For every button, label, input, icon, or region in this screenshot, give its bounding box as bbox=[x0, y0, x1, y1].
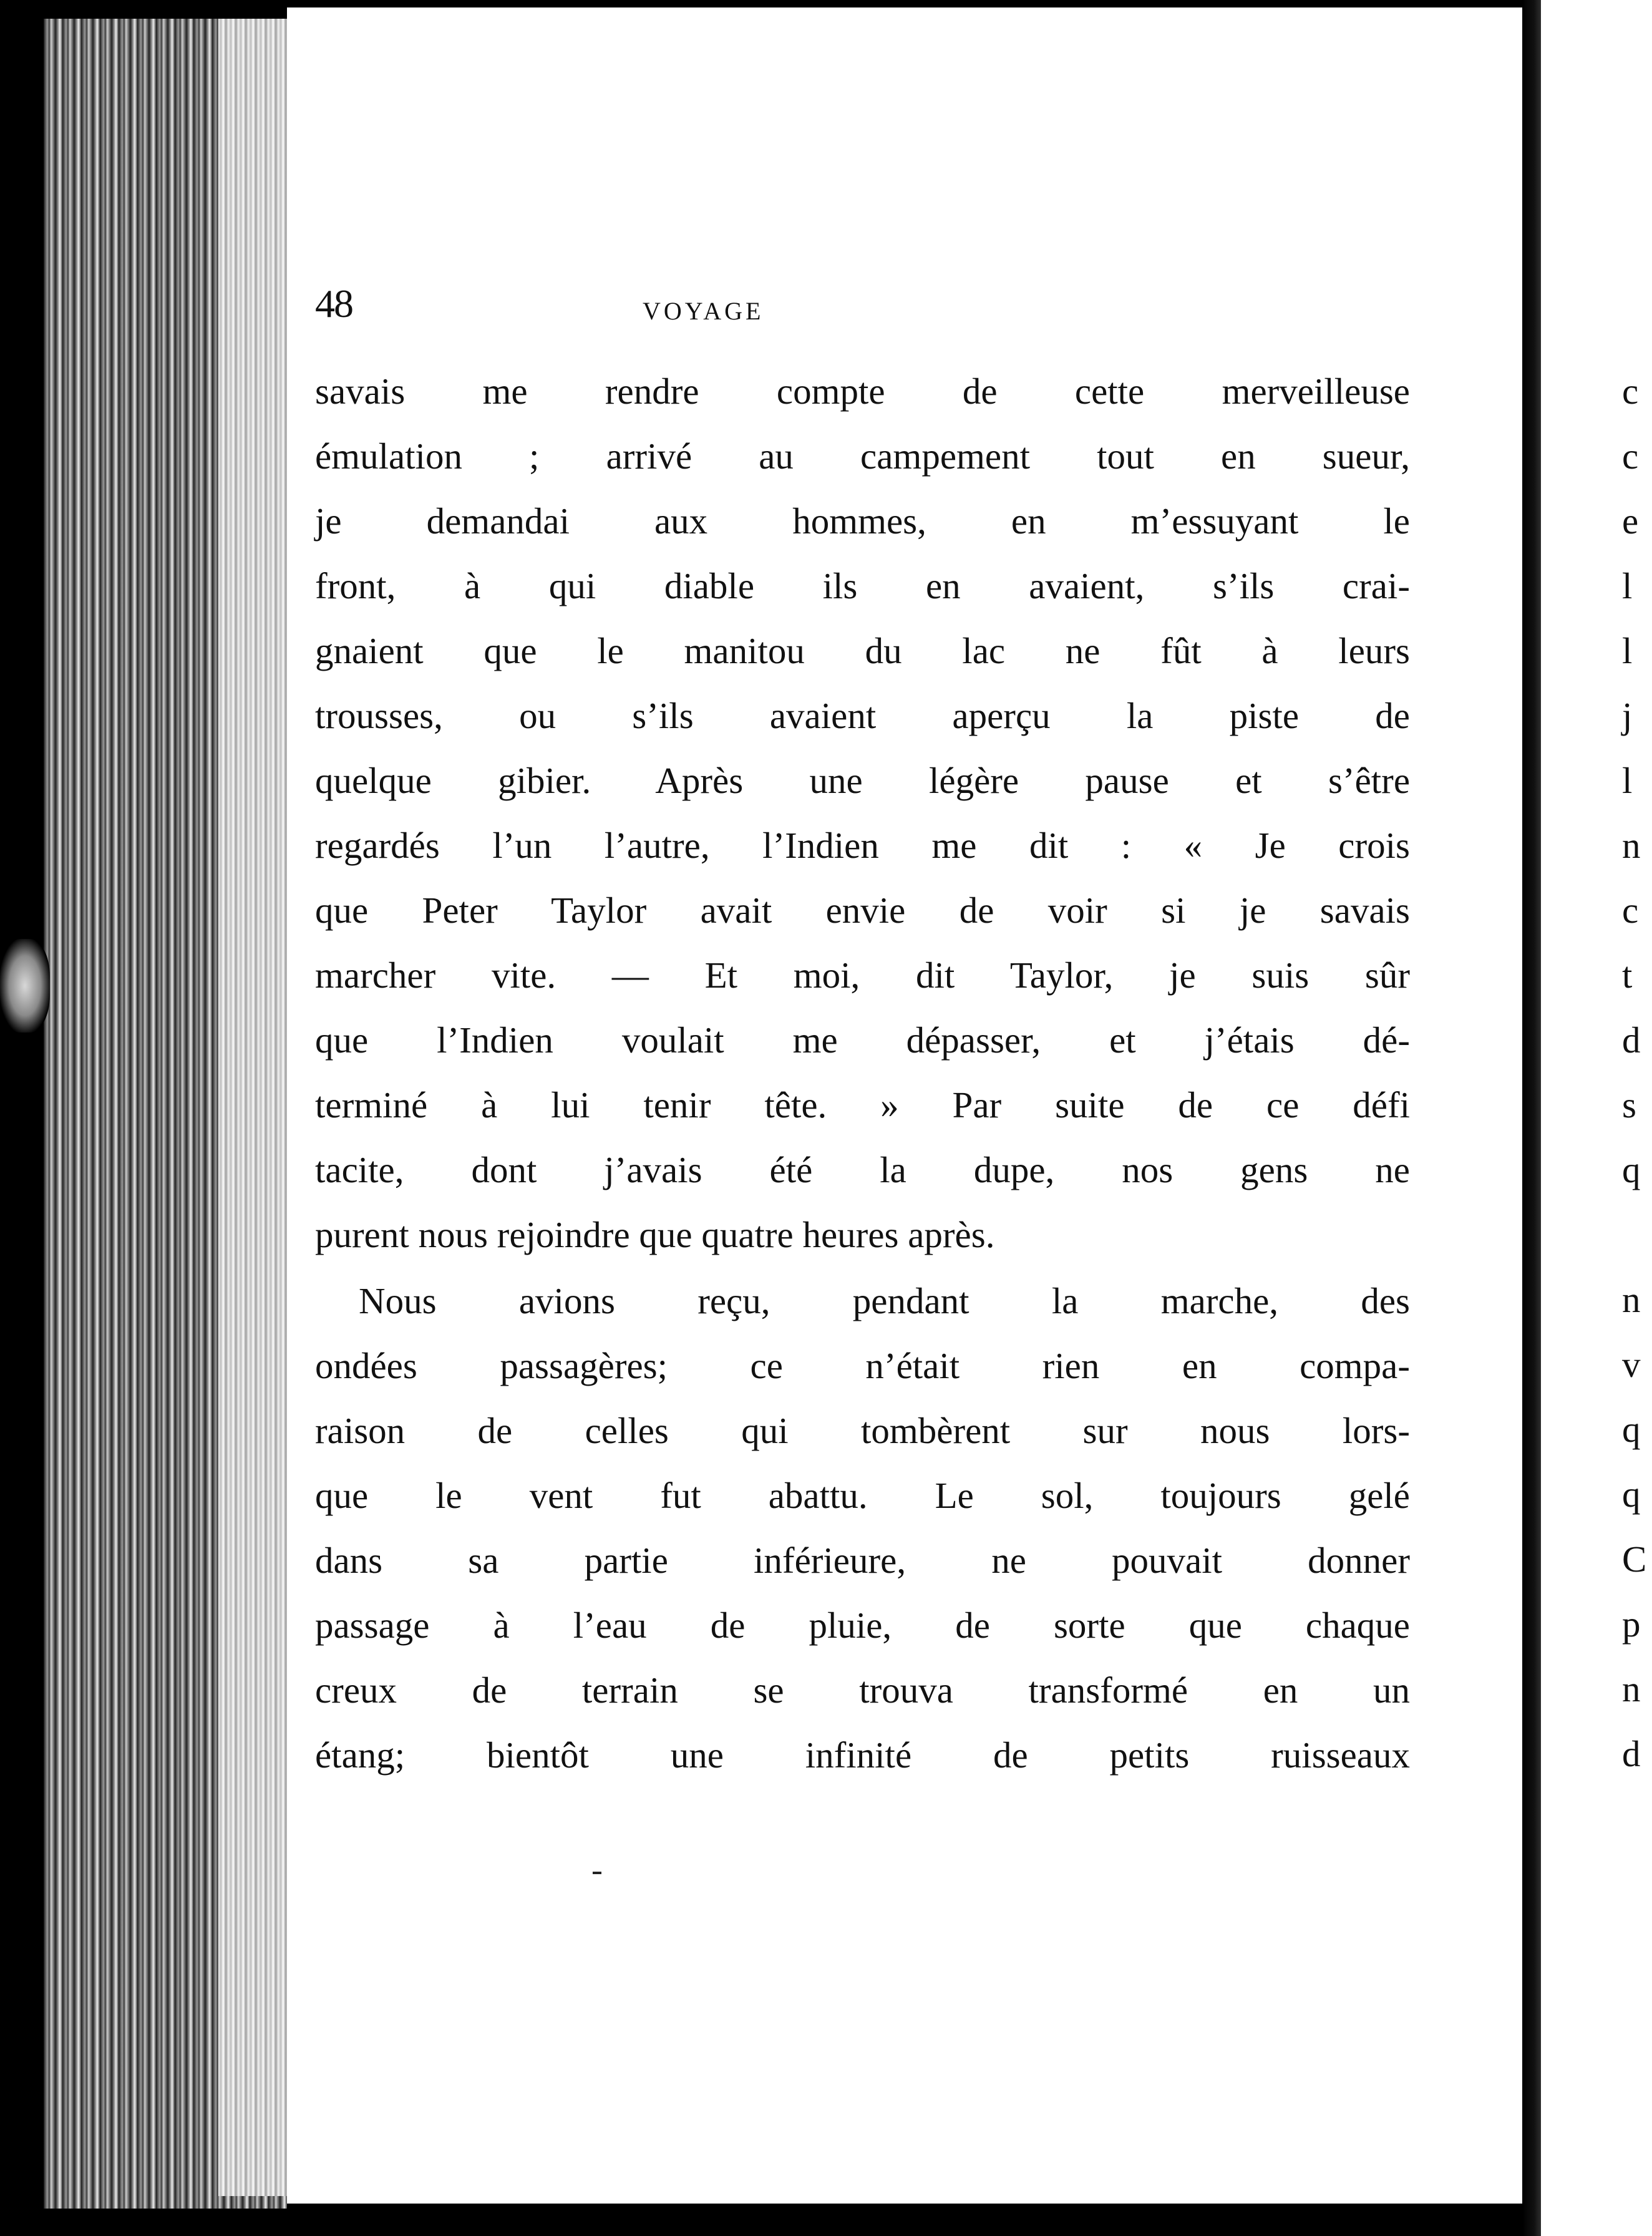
text-line: passage à l’eau de pluie, de sorte que chaque bbox=[315, 1605, 1410, 1646]
facing-line-fragment: n bbox=[1622, 1668, 1641, 1709]
text-line: quelque gibier. Après une légère pause et s’être bbox=[315, 760, 1410, 801]
text-line: creux de terrain se trouva transformé en un bbox=[315, 1670, 1410, 1711]
body-text bbox=[315, 359, 1410, 1787]
facing-line-fragment: q bbox=[1622, 1149, 1641, 1190]
text-line: étang; bientôt une infinité de petits ruisseaux bbox=[315, 1734, 1410, 1776]
facing-line-fragment: d bbox=[1622, 1733, 1641, 1774]
text-line: trousses, ou s’ils avaient aperçu la piste de bbox=[315, 695, 1410, 736]
book-page-edges-inner bbox=[218, 12, 287, 2196]
text-line: Nous avions reçu, pendant la marche, des bbox=[359, 1280, 1410, 1321]
facing-line-fragment: j bbox=[1622, 695, 1633, 736]
facing-line-fragment: v bbox=[1622, 1344, 1641, 1385]
facing-line-fragment: p bbox=[1622, 1603, 1641, 1645]
facing-line-fragment: s bbox=[1622, 1084, 1636, 1125]
text-line: tacite, dont j’avais été la dupe, nos gens ne bbox=[315, 1149, 1410, 1190]
text-line: ondées passagères; ce n’était rien en compa- bbox=[315, 1345, 1410, 1386]
facing-line-fragment: l bbox=[1622, 630, 1633, 671]
book-gutter bbox=[1522, 0, 1542, 2236]
paper-speck bbox=[0, 939, 50, 1033]
text-line: purent nous rejoindre que quatre heures après. bbox=[315, 1214, 995, 1255]
facing-line-fragment: C bbox=[1622, 1538, 1647, 1580]
text-line: dans sa partie inférieure, ne pouvait donner bbox=[315, 1540, 1410, 1581]
text-line: que l’Indien voulait me dépasser, et j’étais dé- bbox=[315, 1019, 1410, 1061]
facing-line-fragment: n bbox=[1622, 825, 1641, 866]
facing-line-fragment: c bbox=[1622, 435, 1639, 477]
facing-line-fragment: n bbox=[1622, 1279, 1641, 1320]
text-line: marcher vite. — Et moi, dit Taylor, je suis sûr bbox=[315, 955, 1410, 996]
scan-border-bottom bbox=[0, 2209, 287, 2236]
text-line: regardés l’un l’autre, l’Indien me dit : « Je crois bbox=[315, 825, 1410, 866]
facing-line-fragment: q bbox=[1622, 1474, 1641, 1515]
facing-line-fragment: q bbox=[1622, 1409, 1641, 1450]
ink-mark bbox=[593, 1872, 601, 1874]
facing-line-fragment: e bbox=[1622, 500, 1639, 542]
facing-line-fragment: l bbox=[1622, 760, 1633, 801]
paragraph-first-line bbox=[315, 1268, 1410, 1333]
facing-line-fragment: l bbox=[1622, 565, 1633, 606]
text-line: savais me rendre compte de cette merveilleuse bbox=[315, 371, 1410, 412]
facing-line-fragment: c bbox=[1622, 890, 1639, 931]
text-line: je demandai aux hommes, en m’essuyant le bbox=[315, 500, 1410, 542]
facing-line-fragment: d bbox=[1622, 1019, 1641, 1061]
text-line: que le vent fut abattu. Le sol, toujours gelé bbox=[315, 1475, 1410, 1516]
facing-page-text bbox=[1622, 359, 1646, 1786]
text-line: raison de celles qui tombèrent sur nous lors- bbox=[315, 1410, 1410, 1451]
text-line: que Peter Taylor avait envie de voir si je savais bbox=[315, 890, 1410, 931]
text-line: terminé à lui tenir tête. » Par suite de ce défi bbox=[315, 1084, 1410, 1125]
text-line: émulation ; arrivé au campement tout en sueur, bbox=[315, 435, 1410, 477]
page-number: 48 bbox=[315, 281, 352, 326]
facing-line-fragment: c bbox=[1622, 371, 1639, 412]
scan-border-top bbox=[0, 0, 287, 19]
text-line: gnaient que le manitou du lac ne fût à leurs bbox=[315, 630, 1410, 671]
running-head: VOYAGE bbox=[643, 297, 764, 325]
facing-line-fragment: t bbox=[1622, 955, 1633, 996]
text-line: front, à qui diable ils en avaient, s’ils crai- bbox=[315, 565, 1410, 606]
